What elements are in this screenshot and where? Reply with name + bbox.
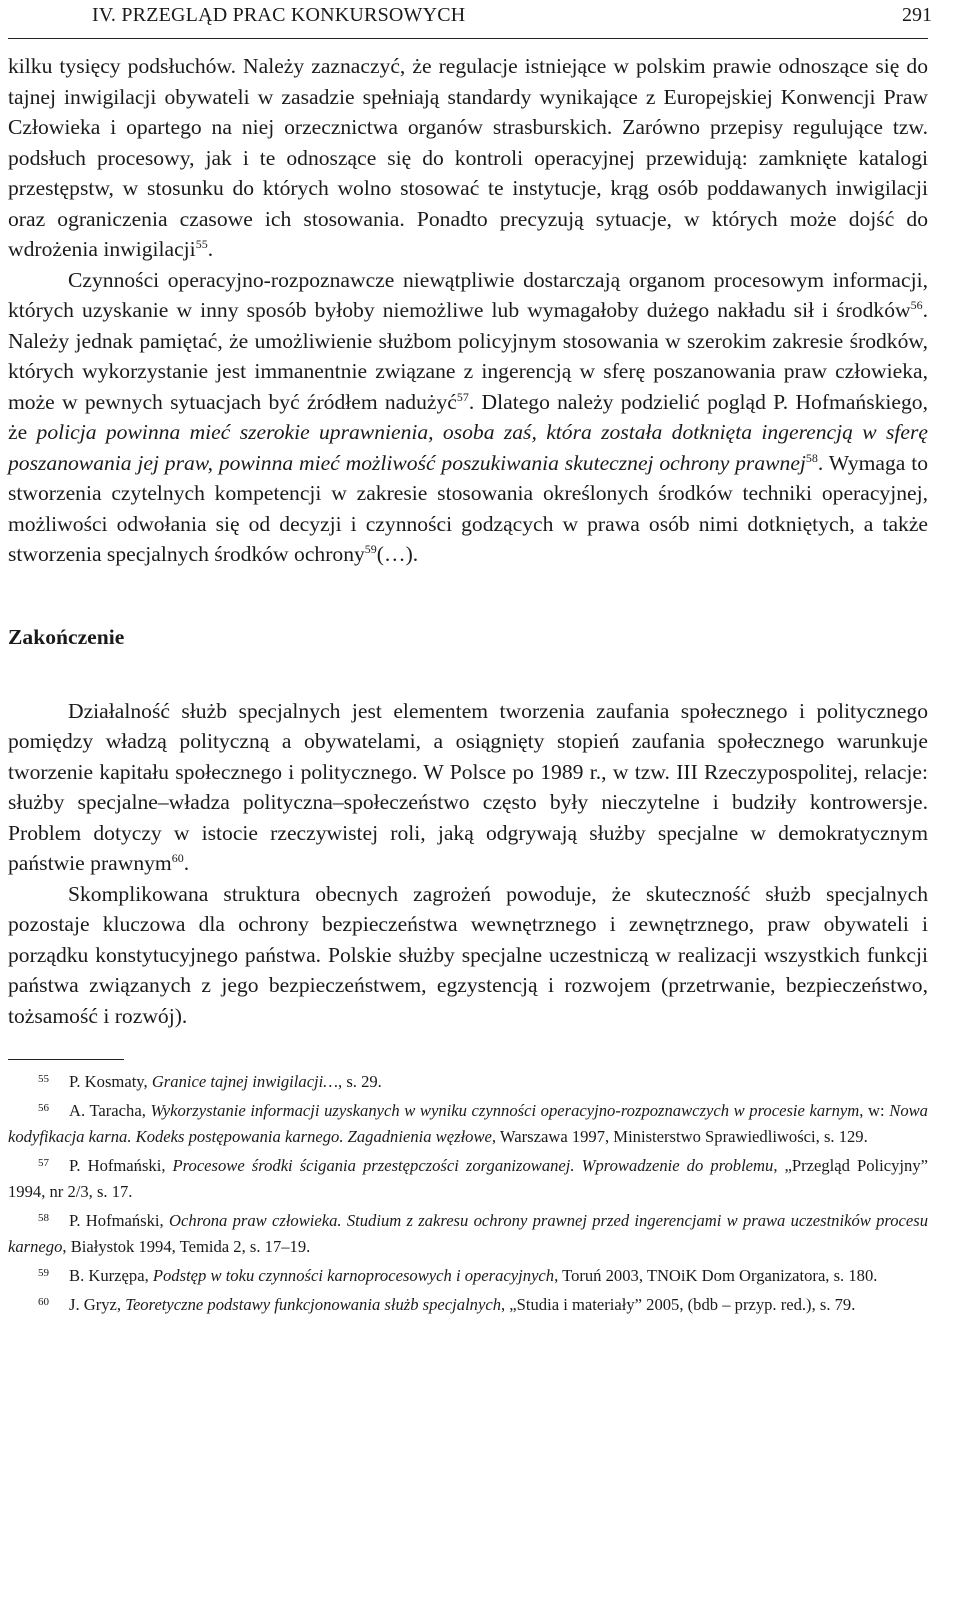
footnote: $^{59}$ B. Kurzępa, Podstęp w toku czynności karnoprocesowych i operacyjnych, Toruń 2003, TNOiK Dom Organizatora, s. 180. — [38, 1266, 878, 1285]
italic-text: Ochrona praw człowieka. Studium z zakresu ochrony prawnej przed ingerencjami w prawa uczestników procesu karnego — [8, 1211, 928, 1256]
paragraph: Działalność służb specjalnych jest elementem tworzenia zaufania społecznego i politycznego pomiędzy władzą polityczną a obywatelami, a osiągnięty stopień zaufania społecznego warunkuje tworzenie kapitału społecznego i politycznego. W Polsce po 1989 r., w tzw. III Rzeczypospolitej, relacje: służby specjalne–władza polityczna–społeczeństwo często były nieczytelne i budziły kontrowersje. Problem dotyczy w istocie rzeczywistej roli, jaką odgrywają służby specjalne w demokratycznym państwie prawnym$^{60}$. — [8, 698, 928, 875]
page-number: 291 — [902, 4, 932, 26]
footnote: $^{55}$ P. Kosmaty, Granice tajnej inwigilacji…, s. 29. — [38, 1072, 382, 1091]
footnote-ref: 59 — [364, 542, 377, 556]
italic-text: Wykorzystanie informacji uzyskanych w wyniku czynności operacyjno-rozpoznawczych w procesie karnym — [150, 1101, 860, 1120]
footnote: $^{57}$ P. Hofmański, Procesowe środki ścigania przestępczości zorganizowanej. Wprowadzenie do problemu, „Przegląd Policyjny” 1994, nr 2/3, s. 17. — [8, 1156, 928, 1201]
footnotes — [8, 1066, 928, 1318]
footnote-number: 55 — [38, 1073, 49, 1085]
footnote-number: 57 — [38, 1157, 49, 1169]
paragraph: kilku tysięcy podsłuchów. Należy zaznaczyć, że regulacje istniejące w polskim prawie odnoszące się do tajnej inwigilacji obywateli w zasadzie spełniają standardy wynikające z Europejskiej Konwencji Praw Człowieka i opartego na niej orzecznictwa organów strasburskich. Zarówno przepisy regulujące tzw. podsłuch procesowy, jak i te odnoszące się do kontroli operacyjnej przewidują: zamknięte katalogi przestępstw, w stosunku do których wolno stosować te instytucje, krąg osób poddawanych inwigilacji oraz ograniczenia czasowe ich stosowania. Ponadto precyzują sytuacje, w których może dojść do wdrożenia inwigilacji$^{55}$. — [8, 54, 928, 261]
section-title: IV. PRZEGLĄD PRAC KONKURSOWYCH — [92, 4, 466, 26]
paragraph: Czynności operacyjno-rozpoznawcze niewątpliwie dostarczają organom procesowym informacji, których uzyskanie w inny sposób byłoby niemożliwe lub wymagałoby dużego nakładu sił i środków$^{56}$. Należy jednak pamiętać, że umożliwienie służbom policyjnym stosowania w szerokim zakresie środków, których wykorzystanie jest immanentnie związane z ingerencją w sferę poszanowania praw człowieka, może w pewnych sytuacjach być źródłem nadużyć$^{57}$. Dlatego należy podzielić pogląd P. Hofmańskiego, że policja powinna mieć szerokie uprawnienia, osoba zaś, która została dotknięta ingerencją w sferę poszanowania jej praw, powinna mieć możliwość poszukiwania skutecznej ochrony prawnej$^{58}$. Wymaga to stworzenia czytelnych kompetencji w zakresie stosowania określonych środków techniki operacyjnej, możliwości odwołania się od decyzji i czynności godzących w prawa osób nimi dotkniętych, a także stworzenia specjalnych środków ochrony$^{59}$(…). — [8, 267, 929, 566]
footnote-number: 60 — [38, 1296, 49, 1308]
footnote-number: 59 — [38, 1267, 49, 1279]
running-header — [8, 0, 932, 39]
footnote-ref: 60 — [171, 851, 184, 865]
footnote-separator — [8, 1059, 124, 1060]
section-heading: Zakończenie — [8, 624, 125, 649]
document-page — [8, 0, 932, 1318]
footnote-ref: 58 — [805, 450, 818, 465]
paragraph: Skomplikowana struktura obecnych zagrożeń powoduje, że skuteczność służb specjalnych pozostaje kluczowa dla ochrony bezpieczeństwa wewnętrznego i zewnętrznego, praw obywateli i porządku konstytucyjnego państwa. Polskie służby specjalne uczestniczą w realizacji wszystkich funkcji państwa związanych z jego bezpieczeństwem, egzystencją i rozwojem (przetrwanie, bezpieczeństwo, tożsamość i rozwój). — [8, 881, 928, 1028]
footnote-ref: 55 — [195, 237, 208, 251]
italic-text: policja powinna mieć szerokie uprawnienia, osoba zaś, która została dotknięta ingerencją w sferę poszanowania jej praw, powinna mieć możliwość poszukiwania skutecznej ochrony prawnej — [8, 420, 929, 475]
italic-text: Podstęp w toku czynności karnoprocesowych i operacyjnych — [152, 1266, 555, 1285]
footnote-number: 58 — [38, 1212, 49, 1224]
main-text — [8, 51, 928, 1031]
footnote: $^{60}$ J. Gryz, Teoretyczne podstawy funkcjonowania służb specjalnych, „Studia i materiały” 2005, (bdb – przyp. red.), s. 79. — [38, 1295, 856, 1314]
italic-text: Nowa kodyfikacja karna. Kodeks postępowania karnego. Zagadnienia węzłowe — [8, 1101, 928, 1146]
footnote: $^{56}$ A. Taracha, Wykorzystanie informacji uzyskanych w wyniku czynności operacyjno-rozpoznawczych w procesie karnym, w: Nowa kodyfikacja karna. Kodeks postępowania karnego. Zagadnienia węzłowe, Warszawa 1997, Ministerstwo Sprawiedliwości, s. 129. — [8, 1101, 928, 1146]
italic-text: Teoretyczne podstawy funkcjonowania służb specjalnych — [125, 1295, 501, 1314]
footnote-ref: 56 — [910, 298, 923, 312]
italic-text: Granice tajnej inwigilacji… — [151, 1072, 339, 1091]
italic-text: Procesowe środki ścigania przestępczości zorganizowanej. Wprowadzenie do problemu — [172, 1156, 774, 1175]
footnote-number: 56 — [38, 1102, 49, 1114]
footnote-ref: 57 — [456, 389, 469, 404]
footnote: $^{58}$ P. Hofmański, Ochrona praw człowieka. Studium z zakresu ochrony prawnej przed ingerencjami w prawa uczestników procesu karnego, Białystok 1994, Temida 2, s. 17–19. — [8, 1211, 928, 1256]
